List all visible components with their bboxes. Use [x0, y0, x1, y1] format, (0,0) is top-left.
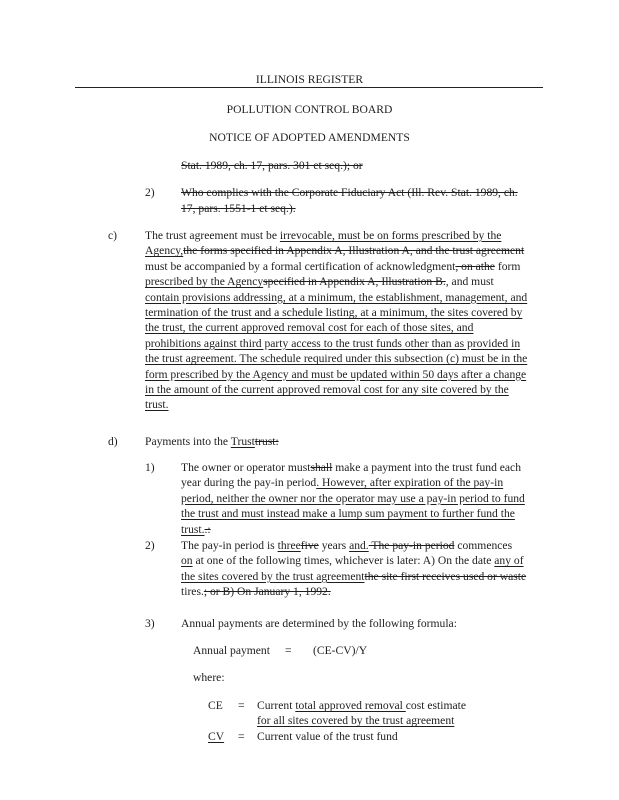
formula-equals: =: [285, 644, 292, 657]
ce-definition: Current total approved removal cost estimate for all sites covered by the trust agreement: [257, 699, 466, 728]
section-d-heading: Payments into the Trusttrust:: [145, 435, 279, 448]
item-3-intro: Annual payments are determined by the following formula:: [181, 617, 457, 630]
item-3-marker: 3): [145, 617, 155, 630]
item-1-marker: 1): [145, 461, 155, 474]
formula-label: Annual payment: [193, 644, 270, 657]
cv-definition: Current value of the trust fund: [257, 730, 398, 743]
section-marker-c: c): [108, 229, 118, 242]
notice-title: NOTICE OF ADOPTED AMENDMENTS: [209, 131, 410, 144]
board-title: POLLUTION CONTROL BOARD: [226, 103, 393, 116]
item-2-text: The pay-in period is threefive years and. The pay-in period commences on at one of the following times, whichever is later: A) On the date any of the sites covered by the trust agreementthe site first receives used or waste tires.; or B) On January 1, 1992.: [181, 539, 527, 599]
item-2-marker: 2): [145, 539, 155, 552]
item-1-text: The owner or operator mustshall make a payment into the trust fund each year during the pay-in period. However, after expiration of the pay-in period, neither the owner nor the operator may use a pay-in period to fund the trust and must instead make a lump sum payment to further fund the trust..:: [181, 461, 525, 536]
section-c-text: The trust agreement must be irrevocable, must be on forms prescribed by the Agency,the forms specified in Appendix A, Illustration A, and the trust agreement must be accompanied by a formal certification of acknowledgment, on athe form prescribed by the Agencyspecified in Appendix A, Illustration B., and must contain provisions addressing, at a minimum, the establishment, management, and termination of the trust and a schedule listing, at a minimum, the sites covered by the trust, the current approved removal cost for each of those sites, and prohibitions against third party access to the trust funds other than as provided in the trust agreement. The schedule required under this subsection (c) must be in the form prescribed by the Agency and must be updated within 50 days after a change in the amount of the current approved removal cost for any site covered by the trust.: [145, 229, 528, 412]
where-label: where:: [193, 671, 225, 684]
struck-item-line: Who complies with the Corporate Fiduciary Act (Ill. Rev. Stat. 1989, ch.: [181, 186, 518, 199]
cv-symbol: CV: [208, 730, 225, 743]
section-marker-d: d): [108, 435, 118, 448]
formula-rhs: (CE-CV)/Y: [313, 644, 368, 657]
cv-equals: =: [238, 730, 245, 743]
ce-symbol: CE: [208, 699, 223, 712]
register-title: ILLINOIS REGISTER: [255, 73, 364, 86]
ce-equals: =: [238, 699, 245, 712]
struck-item-line: 17, pars. 1551-1 et seq.).: [181, 202, 296, 215]
header-rule: [75, 87, 543, 88]
item-marker: 2): [145, 186, 155, 199]
continuation-line: Stat. 1989, ch. 17, pars. 301 et seq.); or: [181, 159, 363, 172]
